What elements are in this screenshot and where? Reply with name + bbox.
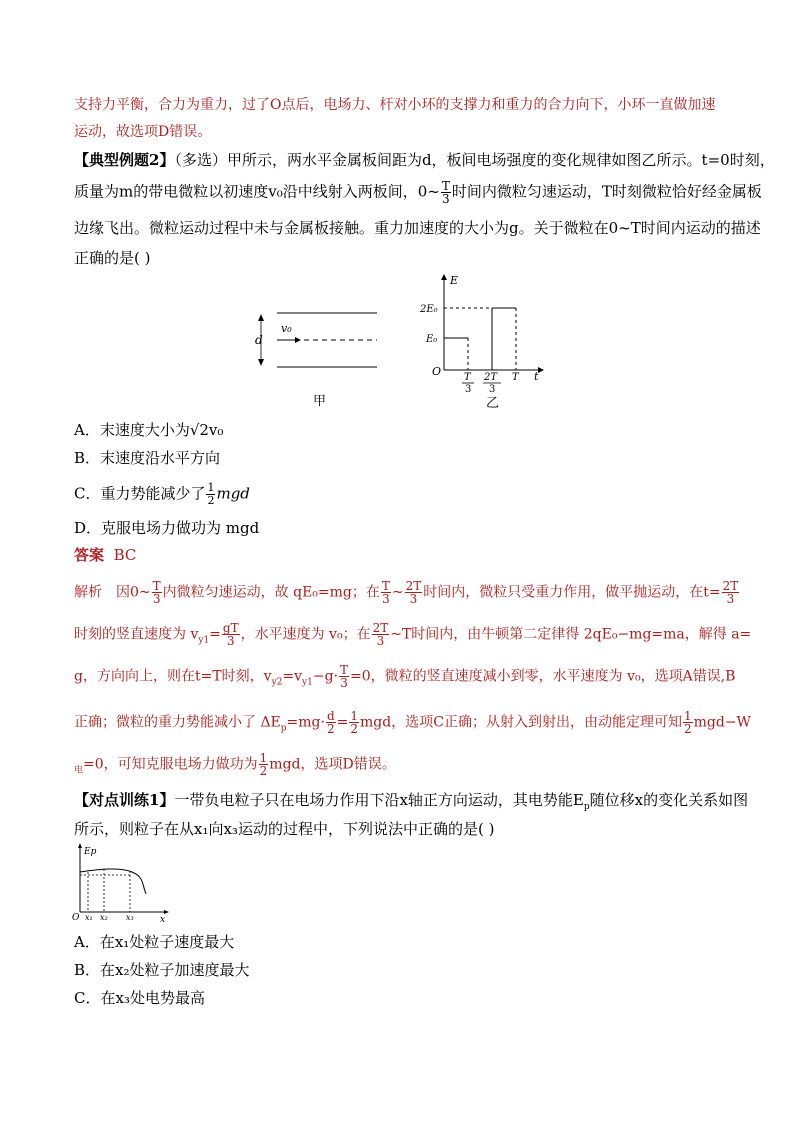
- axis-label-Ep: Ep: [84, 847, 97, 857]
- tick-2E0: 2E₀: [420, 304, 438, 315]
- answer-line: 答案 BC: [74, 546, 137, 564]
- axis-label-x: x: [160, 915, 166, 924]
- answer-value: BC: [113, 546, 137, 564]
- tick-T: T: [512, 372, 519, 383]
- example2-line-4: 正确的是( ): [74, 249, 151, 267]
- figure-yi: [420, 272, 550, 412]
- tick-E0: E₀: [426, 334, 438, 345]
- axis-label-t: t: [534, 370, 539, 383]
- axis-label-E: E: [450, 274, 459, 287]
- option-b: B．末速度沿水平方向: [74, 449, 221, 467]
- label-v0: v₀: [281, 322, 292, 335]
- caption-yi: 乙: [486, 396, 500, 411]
- origin-label: O: [432, 365, 442, 378]
- caption-jia: 甲: [313, 394, 327, 409]
- figure-ep-x: [70, 842, 175, 924]
- tick-x1: x₁: [85, 913, 93, 922]
- option-d: D．克服电场力做功为 mgd: [74, 519, 260, 537]
- intro-line-1: 支持力平衡，合力为重力，过了O点后，电场力、杆对小环的支撑力和重力的合力向下，小环一直做加速: [74, 97, 716, 113]
- tick-x3: x₃: [126, 913, 134, 922]
- tick-2T3-num: 2T: [484, 372, 498, 383]
- option-a: A．末速度大小为√2v₀: [74, 421, 224, 439]
- training1-line-2: 所示，则粒子在从x₁向x₃运动的过程中，下列说法中正确的是( ): [74, 820, 495, 838]
- tick-x2: x₂: [100, 913, 108, 922]
- analysis-line-1: 解析 因0~ $\frac{T}{3}$ 内微粒匀速运动，故 qE₀=mg；在 $\frac{T}{3}$ ~ $\frac{2T}{3}$ 时间内，微粒只受重力作用，做平抛运动，在t= $\frac{2T}{3}$: [74, 579, 739, 606]
- analysis-line-3: g，方向向上，则在t=T时刻，$v_{y2}=v_{y1}-g\cdot$ $\frac{T}{3}$ =0，微粒的竖直速度减小到零，水平速度为 v₀，选项A错误,B: [74, 663, 736, 690]
- example2-line-1: 【典型例题2】（多选）甲所示，两水平金属板间距为d，板间电场强度的变化规律如图乙所示。t=0时刻，: [74, 151, 775, 169]
- analysis-line-5: $_电$=0，可知克服电场力做功为 $\frac{1}{2}$ mgd，选项D错误。: [74, 751, 396, 778]
- option-c: C．重力势能减少了 $\frac{1}{2}$ mgd: [74, 481, 250, 507]
- example2-line-2: 质量为m的带电微粒以初速度v₀沿中线射入两板间，0~ $\frac{T}{3}$ 时间内微粒匀速运动，T时刻微粒恰好经金属板: [74, 179, 762, 206]
- intro-line-2: 运动，故选项D错误。: [74, 124, 212, 140]
- fraction: $\frac{T}{3}$: [441, 179, 450, 206]
- figure-jia: [245, 305, 390, 410]
- training1-option-c: C．在x₃处电势最高: [74, 989, 205, 1007]
- label-d: d: [255, 333, 263, 347]
- training1-tag: 【对点训练1】: [74, 791, 175, 809]
- tick-T3-num: T: [464, 372, 471, 383]
- analysis-line-4: 正确；微粒的重力势能减小了 $\Delta E_p=mg\cdot$ $\frac{d}{2}$ = $\frac{1}{2}$ mgd，选项C正确；从射入到射出，由动能定理可知 $\frac{1}{2}$ mgd−W: [74, 709, 751, 736]
- example2-tag: 【典型例题2】: [74, 151, 175, 169]
- tick-T3-den: 3: [465, 384, 472, 395]
- origin-label-ep: O: [72, 913, 80, 923]
- example2-line-3: 边缘飞出。微粒运动过程中未与金属板接触。重力加速度的大小为g。关于微粒在0~T时间内运动的描述: [74, 219, 761, 237]
- tick-2T3-den: 3: [489, 384, 496, 395]
- training1-line-1: 【对点训练1】一带负电粒子只在电场力作用下沿x轴正方向运动，其电势能$E_p$随位移x的变化关系如图: [74, 791, 749, 812]
- training1-option-a: A．在x₁处粒子速度最大: [74, 933, 235, 951]
- training1-option-b: B．在x₂处粒子加速度最大: [74, 961, 250, 979]
- analysis-line-2: 时刻的竖直速度为 $v_{y1}=$ $\frac{gT}{3}$ ，水平速度为 v₀；在 $\frac{2T}{3}$ ~T时间内，由牛顿第二定律得 2qE₀−mg=ma，解得 a=: [74, 621, 752, 648]
